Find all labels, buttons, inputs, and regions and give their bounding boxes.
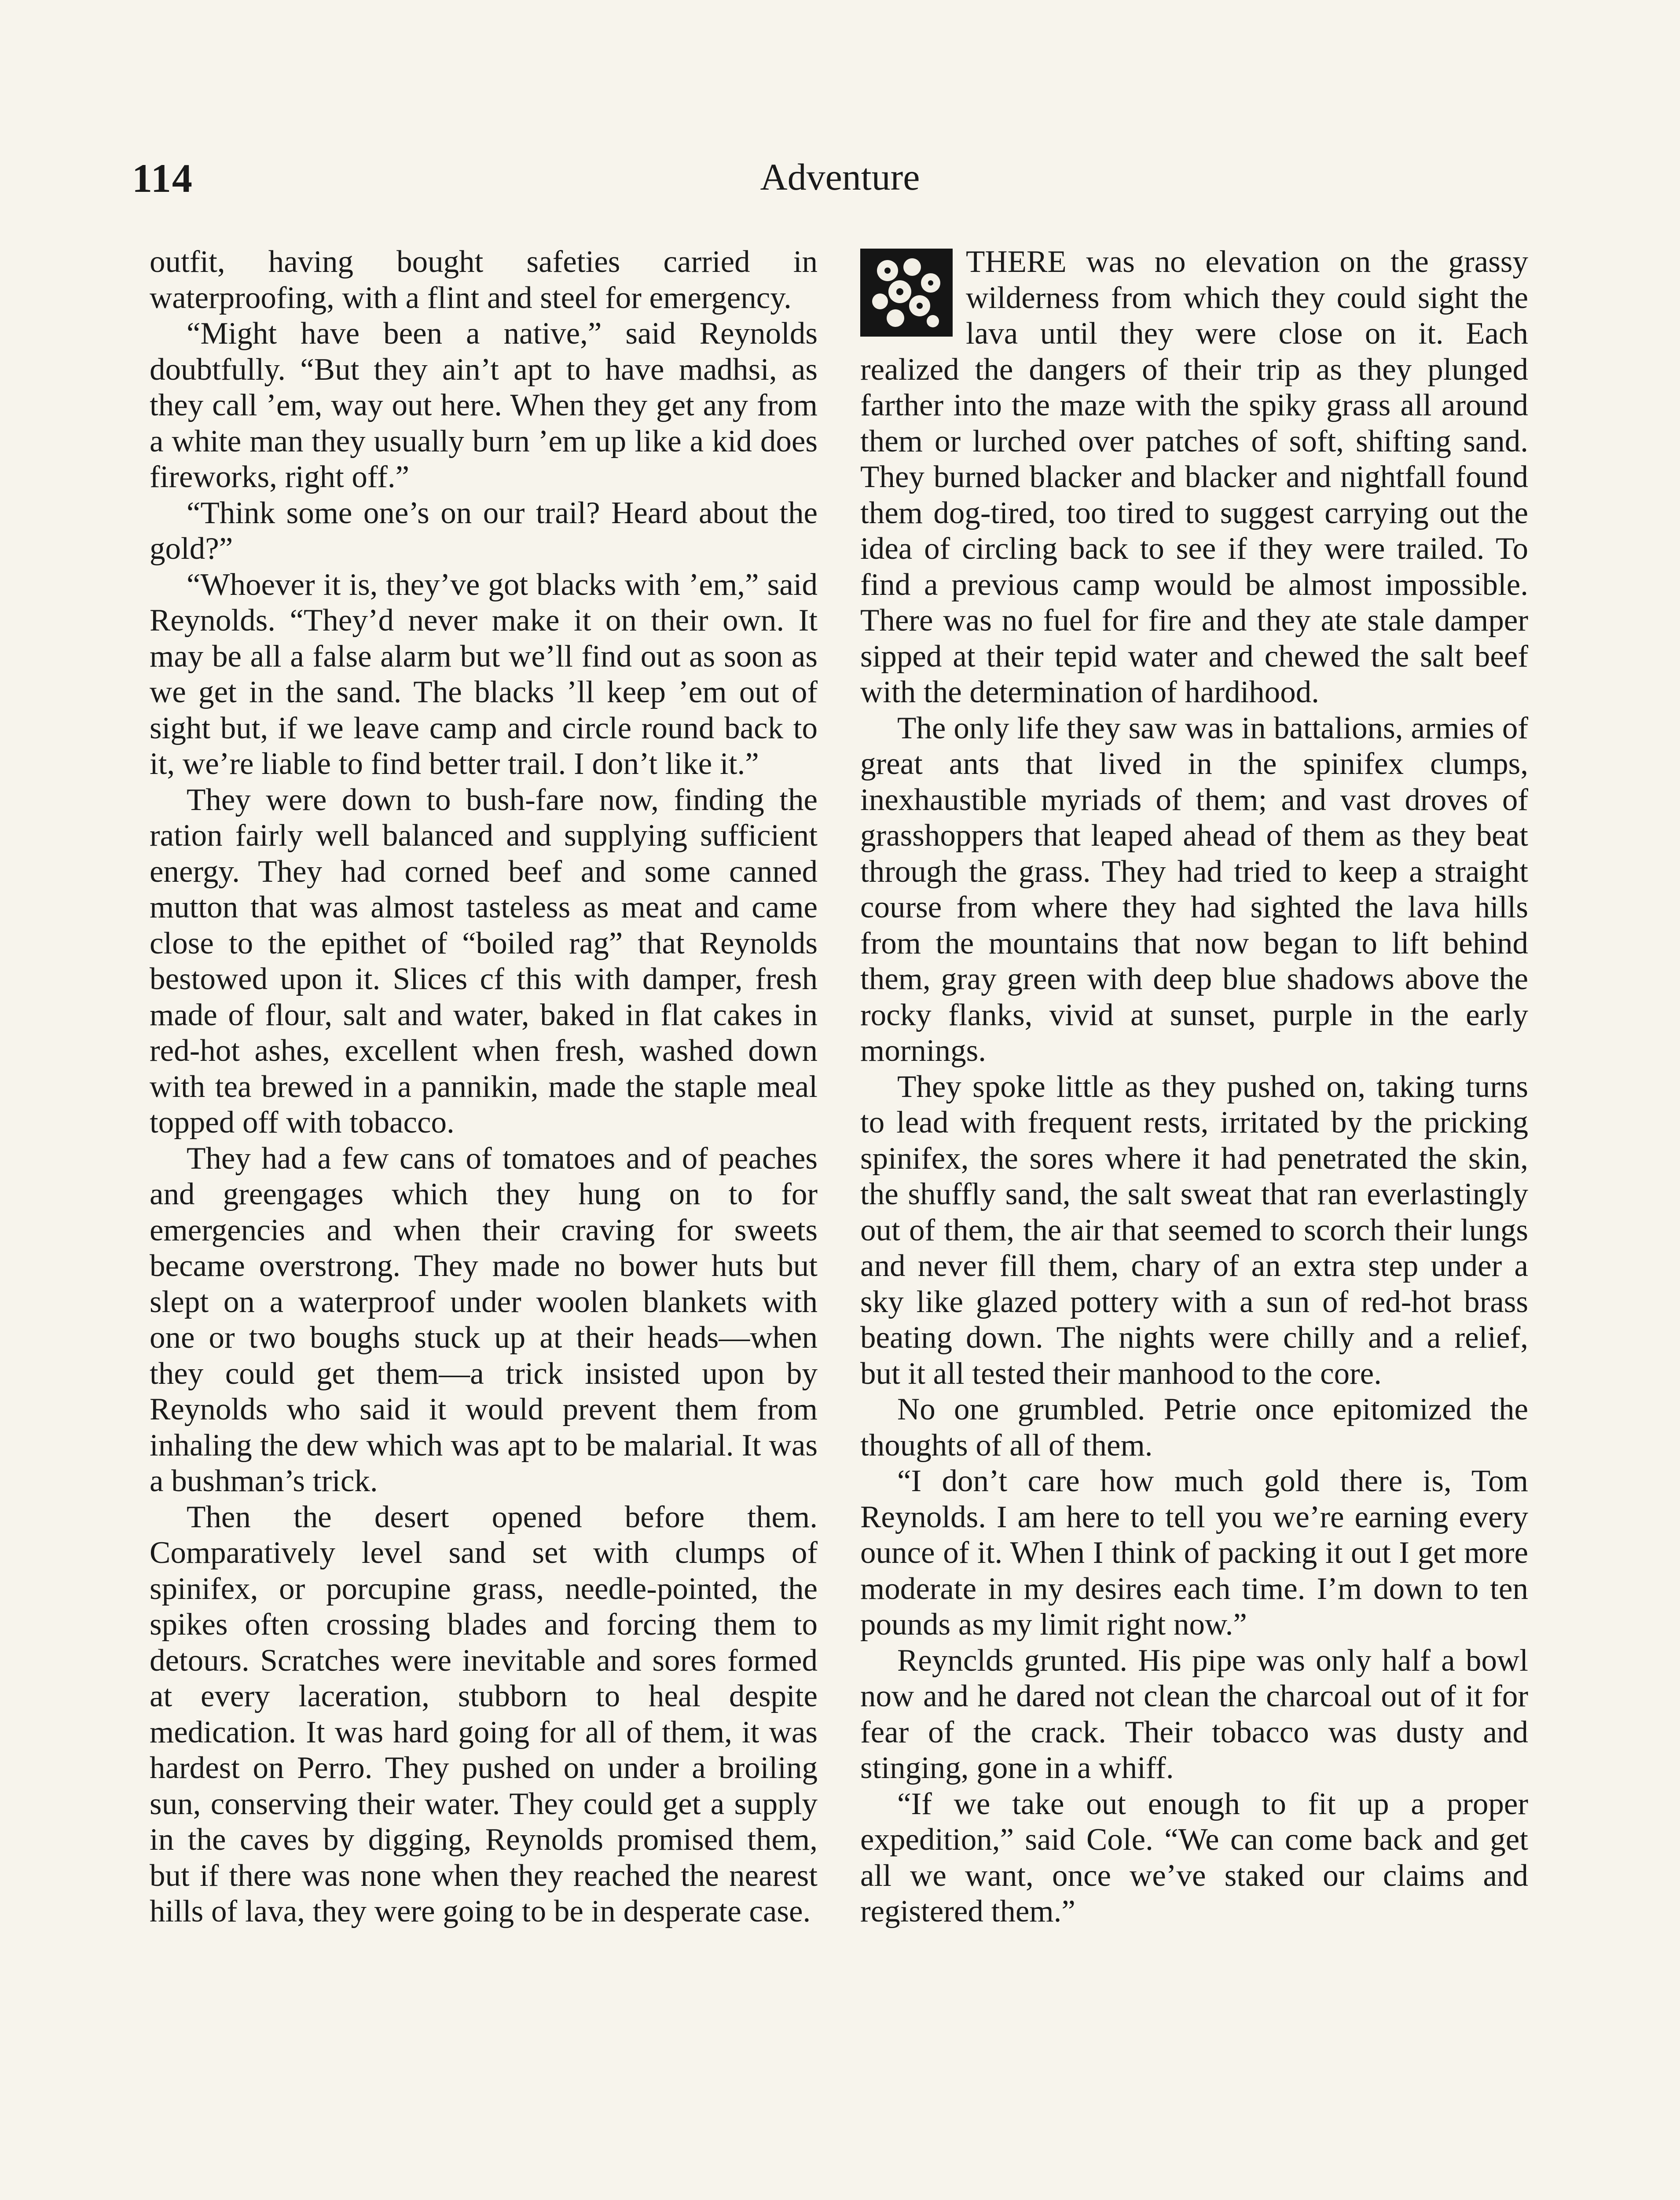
paragraph: They spoke little as they pushed on, taking turns to lead with frequent rests, irritated by the pricking spinifex, the sores where it had penetrated the skin, the shuffly sand, the salt sweat that ran everlastingly out of them, the air that seemed to scorch their lungs and never fill them, chary of an extra step under a sky like glazed pottery with a sun of red-hot brass beating down. The nights were chilly and a relief, but it all tested their manhood to the core. <box>860 1069 1528 1391</box>
paragraph: Reynclds grunted. His pipe was only half a bowl now and he dared not clean the charcoal out of it for fear of the crack. Their tobacco was dusty and stinging, gone in a whiff. <box>860 1643 1528 1785</box>
right-column <box>860 244 1528 1930</box>
left-column <box>150 244 818 1930</box>
paragraph: No one grumbled. Petrie once epitomized the thoughts of all of them. <box>860 1392 1528 1463</box>
running-head-title: Adventure <box>760 156 920 198</box>
paragraph: They were down to bush-fare now, finding the ration fairly well balanced and supplying sufficient energy. They had corned beef and some canned mutton that was almost tasteless as meat and came close to the epithet of “boiled rag” that Reynolds bestowed upon it. Slices cf this with damper, fresh made of flour, salt and water, baked in flat cakes in red-hot ashes, excellent when fresh, washed down with tea brewed in a pannikin, made the staple meal topped off with tobacco. <box>150 782 818 1140</box>
paragraph: “If we take out enough to fit up a proper expedition,” said Cole. “We can come back and get all we want, once we’ve staked our claims and registered them.” <box>860 1786 1528 1929</box>
paragraph: “Whoever it is, they’ve got blacks with ’em,” said Reynolds. “They’d never make it on their own. It may be all a false alarm but we’ll find out as soon as we get in the sand. The blacks ’ll keep ’em out of sight but, if we leave camp and circle round back to it, we’re liable to find better trail. I don’t like it.” <box>150 567 818 781</box>
paragraph: outfit, having bought safeties carried in waterproofing, with a flint and steel for emergency. <box>150 245 818 315</box>
paragraph: “I don’t care how much gold there is, Tom Reynolds. I am here to tell you we’re earning every ounce of it. When I think of packing it out I get more moderate in my desires each time. I’m down to ten pounds as my limit right now.” <box>860 1464 1528 1642</box>
paragraph: The only life they saw was in battalions, armies of great ants that lived in the spinifex clumps, inexhaustible myriads of them; and vast droves of grasshoppers that leaped ahead of them as they beat through the grass. They had tried to keep a straight course from where they had sighted the lava hills from the mountains that now began to lift behind them, gray green with deep blue shadows above the rocky flanks, vivid at sunset, purple in the early mornings. <box>860 711 1528 1068</box>
paragraph: Then the desert opened before them. Comparatively level sand set with clumps of spinifex, or porcupine grass, needle-pointed, the spikes often crossing blades and forcing them to detours. Scratches were inevitable and sores formed at every laceration, stubborn to heal despite medication. It was hard going for all of them, it was hardest on Perro. They pushed on under a broiling sun, conserving their water. They could get a supply in the caves by digging, Reynolds promised them, but if there was none when they reached the nearest hills of lava, they were going to be in desperate case. <box>150 1500 818 1929</box>
paragraph: “Might have been a native,” said Reynolds doubtfully. “But they ain’t apt to have madhsi, as they call ’em, way out here. When they get any from a white man they usually burn ’em up like a kid does fireworks, right off.” <box>150 316 818 494</box>
paragraph: THERE was no elevation on the grassy wilderness from which they could sight the lava until they were close on it. Each realized the dangers of their trip as they plunged farther into the maze with the spiky grass all around them or lurched over patches of soft, shifting sand. They burned blacker and blacker and nightfall found them dog-tired, too tired to suggest carrying out the idea of circling back to see if they were trailed. To find a previous camp would be almost impossible. There was no fuel for fire and they ate stale damper sipped at their tepid water and chewed the salt beef with the determination of hardihood. <box>860 245 1528 709</box>
paragraph: “Think some one’s on our trail? Heard about the gold?” <box>150 495 818 566</box>
section-ornament-icon <box>860 249 953 337</box>
paragraph: They had a few cans of tomatoes and of peaches and greengages which they hung on to for emergencies and when their craving for sweets became overstrong. They made no bower huts but slept on a waterproof under woolen blankets with one or two boughs stuck up at their heads—when they could get them—a trick insisted upon by Reynolds who said it would prevent them from inhaling the dew which was apt to be malarial. It was a bushman’s trick. <box>150 1141 818 1498</box>
page-number: 114 <box>132 156 193 201</box>
